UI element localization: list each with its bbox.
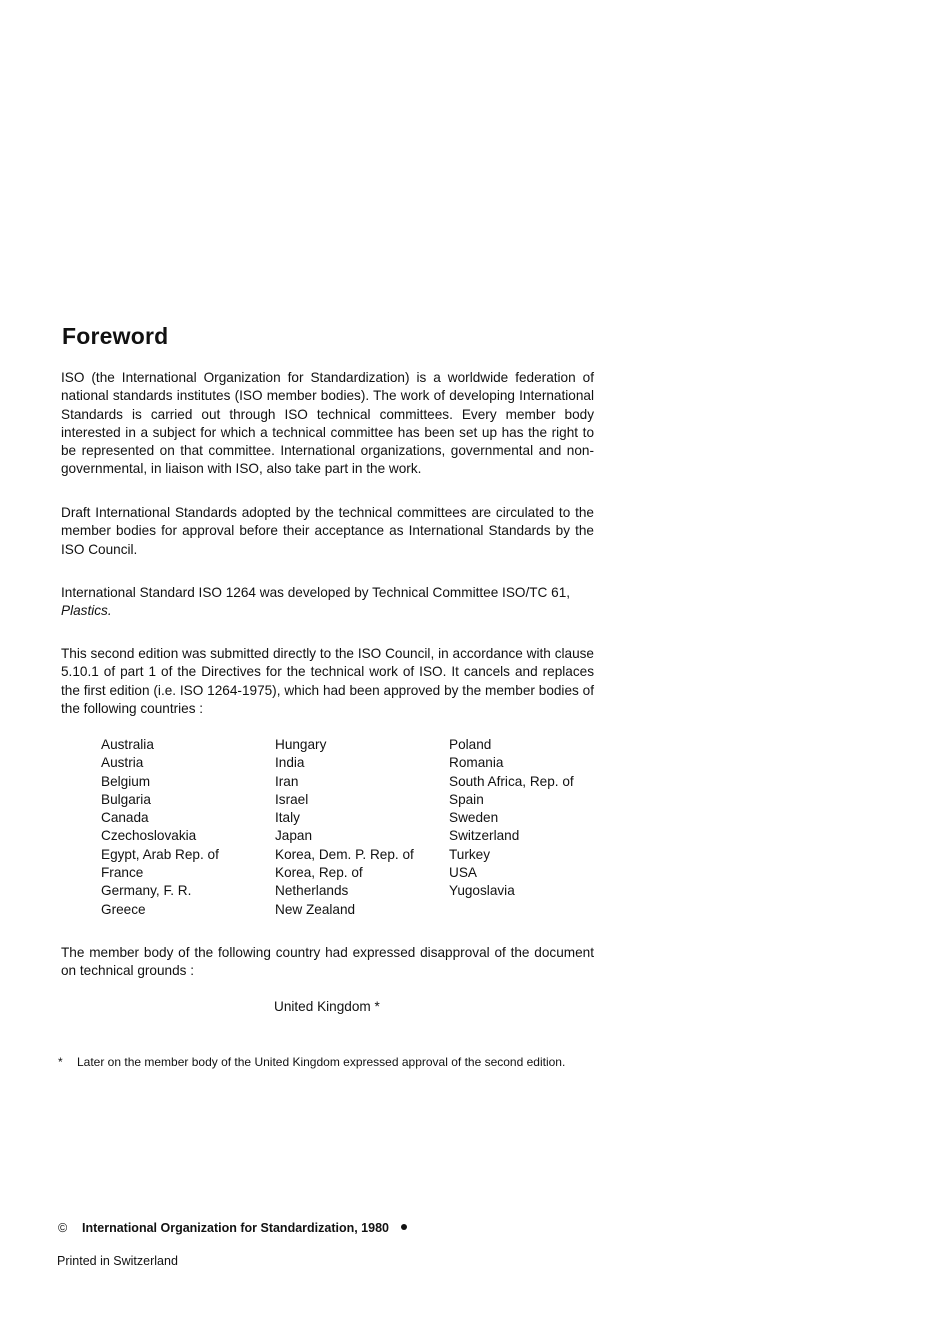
country-item: France [101,865,144,881]
paragraph-iso-intro: ISO (the International Organization for Standardization) is a worldwide federation of national standards institutes (ISO member bodies). The work of developing International Standards is carried out through ISO technical committees. Every member body interested in a subject for which a technical committee has been set up has the right to be represented on that committee. International organizations, governmental and non-governmental, in liaison with ISO, also take part in the work. [61,370,594,477]
country-item: Belgium [101,773,151,789]
country-item: USA [449,865,477,881]
countries-column-2 [275,736,414,919]
country-item: Poland [449,737,492,752]
country-item: Austria [101,755,144,771]
committee-text: International Standard ISO 1264 was developed by Technical Committee ISO/TC 61, [61,585,571,600]
country-item: Italy [275,810,300,826]
paragraph-draft-standards: Draft International Standards adopted by the technical committees are circulated to the member bodies for approval before their acceptance as International Standards by the ISO Council. [61,505,594,557]
country-item: Turkey [449,846,491,862]
copyright-notice [58,1221,407,1235]
copyright-text: International Organization for Standardization, 1980 [82,1221,389,1235]
bullet-icon [401,1224,407,1230]
printed-in: Printed in Switzerland [57,1254,178,1268]
country-item: Canada [101,810,149,826]
paragraph-committee [61,584,594,621]
countries-column-3 [449,736,574,901]
country-item: Egypt, Arab Rep. of [101,846,219,862]
paragraph-disapproval: The member body of the following country had expressed disapproval of the document on technical grounds : [61,945,594,979]
country-item: Netherlands [275,883,349,899]
country-item: Hungary [275,737,327,752]
country-item: South Africa, Rep. of [449,773,574,789]
footnote-text: Later on the member body of the United Kingdom expressed approval of the second edition. [77,1055,566,1069]
country-item: India [275,755,305,771]
disapproving-country: United Kingdom * [274,999,380,1014]
footnote [58,1055,565,1069]
country-item: Bulgaria [101,791,151,807]
country-item: Japan [275,828,313,844]
country-item: Romania [449,755,504,771]
countries-column-1 [101,736,219,919]
country-item: Australia [101,737,154,752]
country-item: Korea, Rep. of [275,865,363,881]
copyright-icon: © [58,1221,68,1235]
country-item: Israel [275,791,309,807]
country-item: Greece [101,901,146,917]
committee-subject: Plastics. [61,603,112,619]
country-item: Sweden [449,810,499,826]
country-item: Switzerland [449,828,520,844]
country-item: Spain [449,791,484,807]
country-item: Korea, Dem. P. Rep. of [275,846,414,862]
paragraph-second-edition: This second edition was submitted directly to the ISO Council, in accordance with clause 5.10.1 of part 1 of the Directives for the technical work of ISO. It cancels and replaces the first edition (i.e. ISO 1264-1975), which had been approved by the member bodies of the following countries : [61,646,594,716]
country-item: Yugoslavia [449,883,515,899]
country-item: New Zealand [275,901,356,917]
country-item: Iran [275,773,299,789]
footnote-marker: * [58,1055,63,1069]
country-item: Czechoslovakia [101,828,197,844]
page-title: Foreword [62,323,169,349]
country-item: Germany, F. R. [101,883,192,899]
